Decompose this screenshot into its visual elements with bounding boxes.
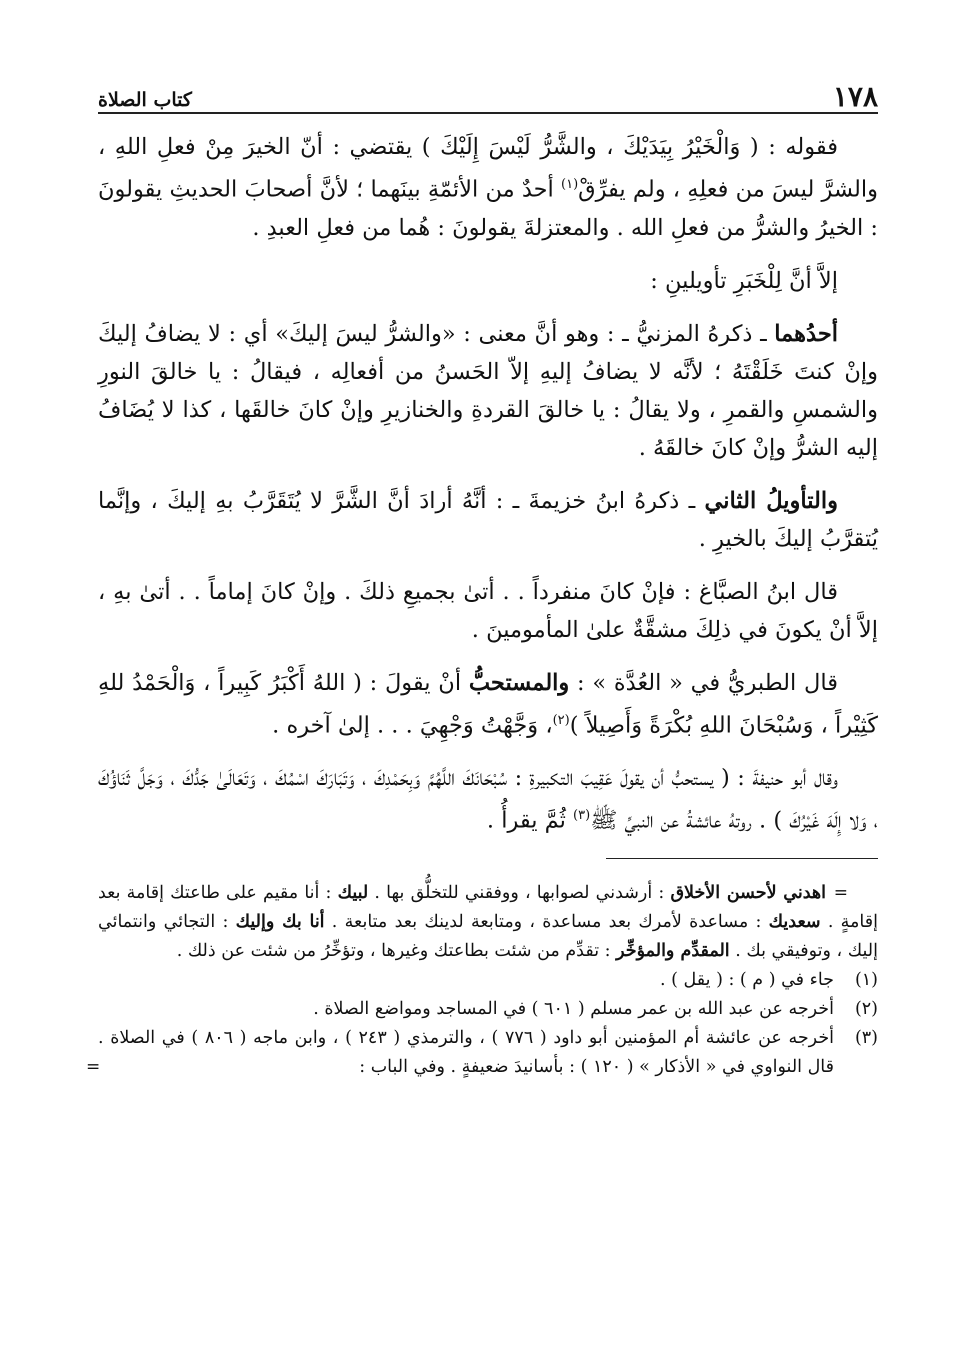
footnote-divider (606, 858, 878, 859)
footnote-number: (١) (854, 969, 878, 990)
footnotes (86, 879, 878, 1082)
main-text (98, 128, 878, 840)
footnote-text: جاء في ( م ) : ( يقل ) . (660, 969, 834, 990)
footnote-ref: (٣) (573, 808, 591, 823)
paragraph: قال ابنُ الصبَّاغ : فإنْ كانَ منفرداً . . أتىٰ بجميعِ ذلكَ . وإنْ كانَ إماماً . . أتىٰ بهِ ، إلاَّ أنْ يكونَ في ذلِكَ مشقَّةٌ علىٰ المأمومينَ . (98, 578, 878, 643)
footnote-text: أخرجه عن عبد الله بن عمر مسلم ( ٦٠١ ) في المساجد ومواضع الصلاة . (313, 998, 834, 1019)
footnote-number: (٢) (854, 998, 878, 1019)
footnote-ref: (٢) (552, 712, 570, 728)
footnote (98, 995, 878, 1024)
footnote (86, 1024, 878, 1082)
paragraph: إلاَّ أنَّ لِلْخَبَرِ تأويلينِ : (650, 267, 838, 294)
footnote-number: (٣) (854, 1027, 878, 1048)
continuation-mark: = (833, 882, 848, 903)
footnote-text: أخرجه عن عائشة أم المؤمنين أبو داود ( ٧٧٦ ) ، والترمذي ( ٢٤٣ ) ، وابن ماجه ( ٨٠٦ ) في الصلاة . قال النواوي في « الأذكار » ( ١٢٠ ) : بأسانيدَ ضعيفةٍ . وفي الباب : (98, 1027, 835, 1077)
paragraph: أحدُهما ـ ذكرهُ المزنيُّ ـ : وهو أنَّ معنى : «والشرُّ ليسَ إليكَ» أي : لا يضافُ إليكَ وإنْ كنتَ خَلَقْتَهُ ؛ لأنَّه لا يضافُ إليهِ إلاّ الحَسنُ من أفعالِه ، فيقالُ : يا خالقَ النورِ والشمسِ والقمرِ ، ولا يقالُ : يا خالقَ القردةِ والخنازيرِ وإنْ كانَ خالقَها ، كذا لا يُضَافُ إليه الشرُّ وإنْ كانَ خالقَهُ . (98, 320, 878, 461)
continuation-mark: = (86, 1056, 101, 1077)
paragraph: فقوله : ( وَالْخَيْرُ بِيَدَيْكَ ، والشَّرُّ لَيْسَ إِلَيْكَ ) يقتضي : أنّ الخيرَ مِنْ فعلِ اللهِ ، والشرَّ ليسَ من فعلِهِ ، ولم يفرِّقْ$^{(١)}$ أحدٌ من الأئمّةِ بينَهما ؛ لأنَّ أصحابَ الحديثِ يقولونَ : الخيرُ والشرُّ من فعلِ الله . والمعتزلةَ يقولونَ : هُما من فعلِ العبدِ . (98, 134, 878, 241)
paragraph: قال الطبريُّ في « العُدَّة » : والمستحبُّ أنْ يقولَ : ( اللهُ أَكْبَرُ كَبِيراً ، وَالْحَمْدُ للهِ كَثِيْراً ، وَسُبْحَانَ اللهِ بُكْرَةً وَأَصِيلاً )$^{(٢)}$، وَجَّهْتُ وَجْهِيَ . . . إلىٰ آخره . (98, 669, 878, 738)
page (86, 78, 878, 1082)
running-title: كتاب الصلاة (98, 89, 192, 111)
lead-term: أحدُهما (774, 320, 838, 347)
lead-term: والمستحبُّ (468, 669, 570, 696)
footnote (98, 966, 878, 995)
footnote-ref: (١) (561, 177, 579, 192)
page-header (98, 78, 878, 114)
footnote-continuation: = اهدني لأحسن الأخلاق : أرشدني لصوابها ، ووفقني للتخلُّق بها . لبيك : أنا مقيم على طاعتك إقامة بعد إقامةٍ . سعديك : مساعدة لأمرك بعد مساعدة ، ومتابعة لدينك بعد متابعة . أنا بك وإليك : التجائي وانتمائي إليك ، وتوفيقي بك . المقدِّم والمؤخِّر : تقدِّم من شئت بطاعتك وغيرها ، وتؤخِّرُ من شئت عن ذلك . (98, 879, 878, 966)
paragraph: والتأويلُ الثاني ـ ذكرهُ ابنُ خزيمةَ ـ : أنَّهُ أرادَ أنَّ الشَّرَّ لا يُتَقَرَّبُ بهِ إليكَ ، وإنَّما يُتقرَّبُ إليكَ بالخيرِ . (98, 487, 878, 552)
page-number: ١٧٨ (832, 80, 878, 113)
paragraph: وقال أبو حنيفةَ : ( يستحبُّ أن يقولَ عَقِيبَ التكبيرةِ : سُبْحَانَكَ اللَّهُمَّ وَبِحَمْدِكَ ، وَتَبَارَكَ اسْمُكَ ، وَتَعَالَىٰ جَدُّكَ ، وَجَلَّ ثَنَاؤُكَ ، وَلا إِلَهَ غَيْرُكَ ) . روتهُ عائشةُ عن النبيِّ ﷺ$^{(٣)}$ ثُمَّ يقرأُ . (98, 765, 878, 834)
lead-term: والتأويلُ الثاني (704, 487, 839, 514)
